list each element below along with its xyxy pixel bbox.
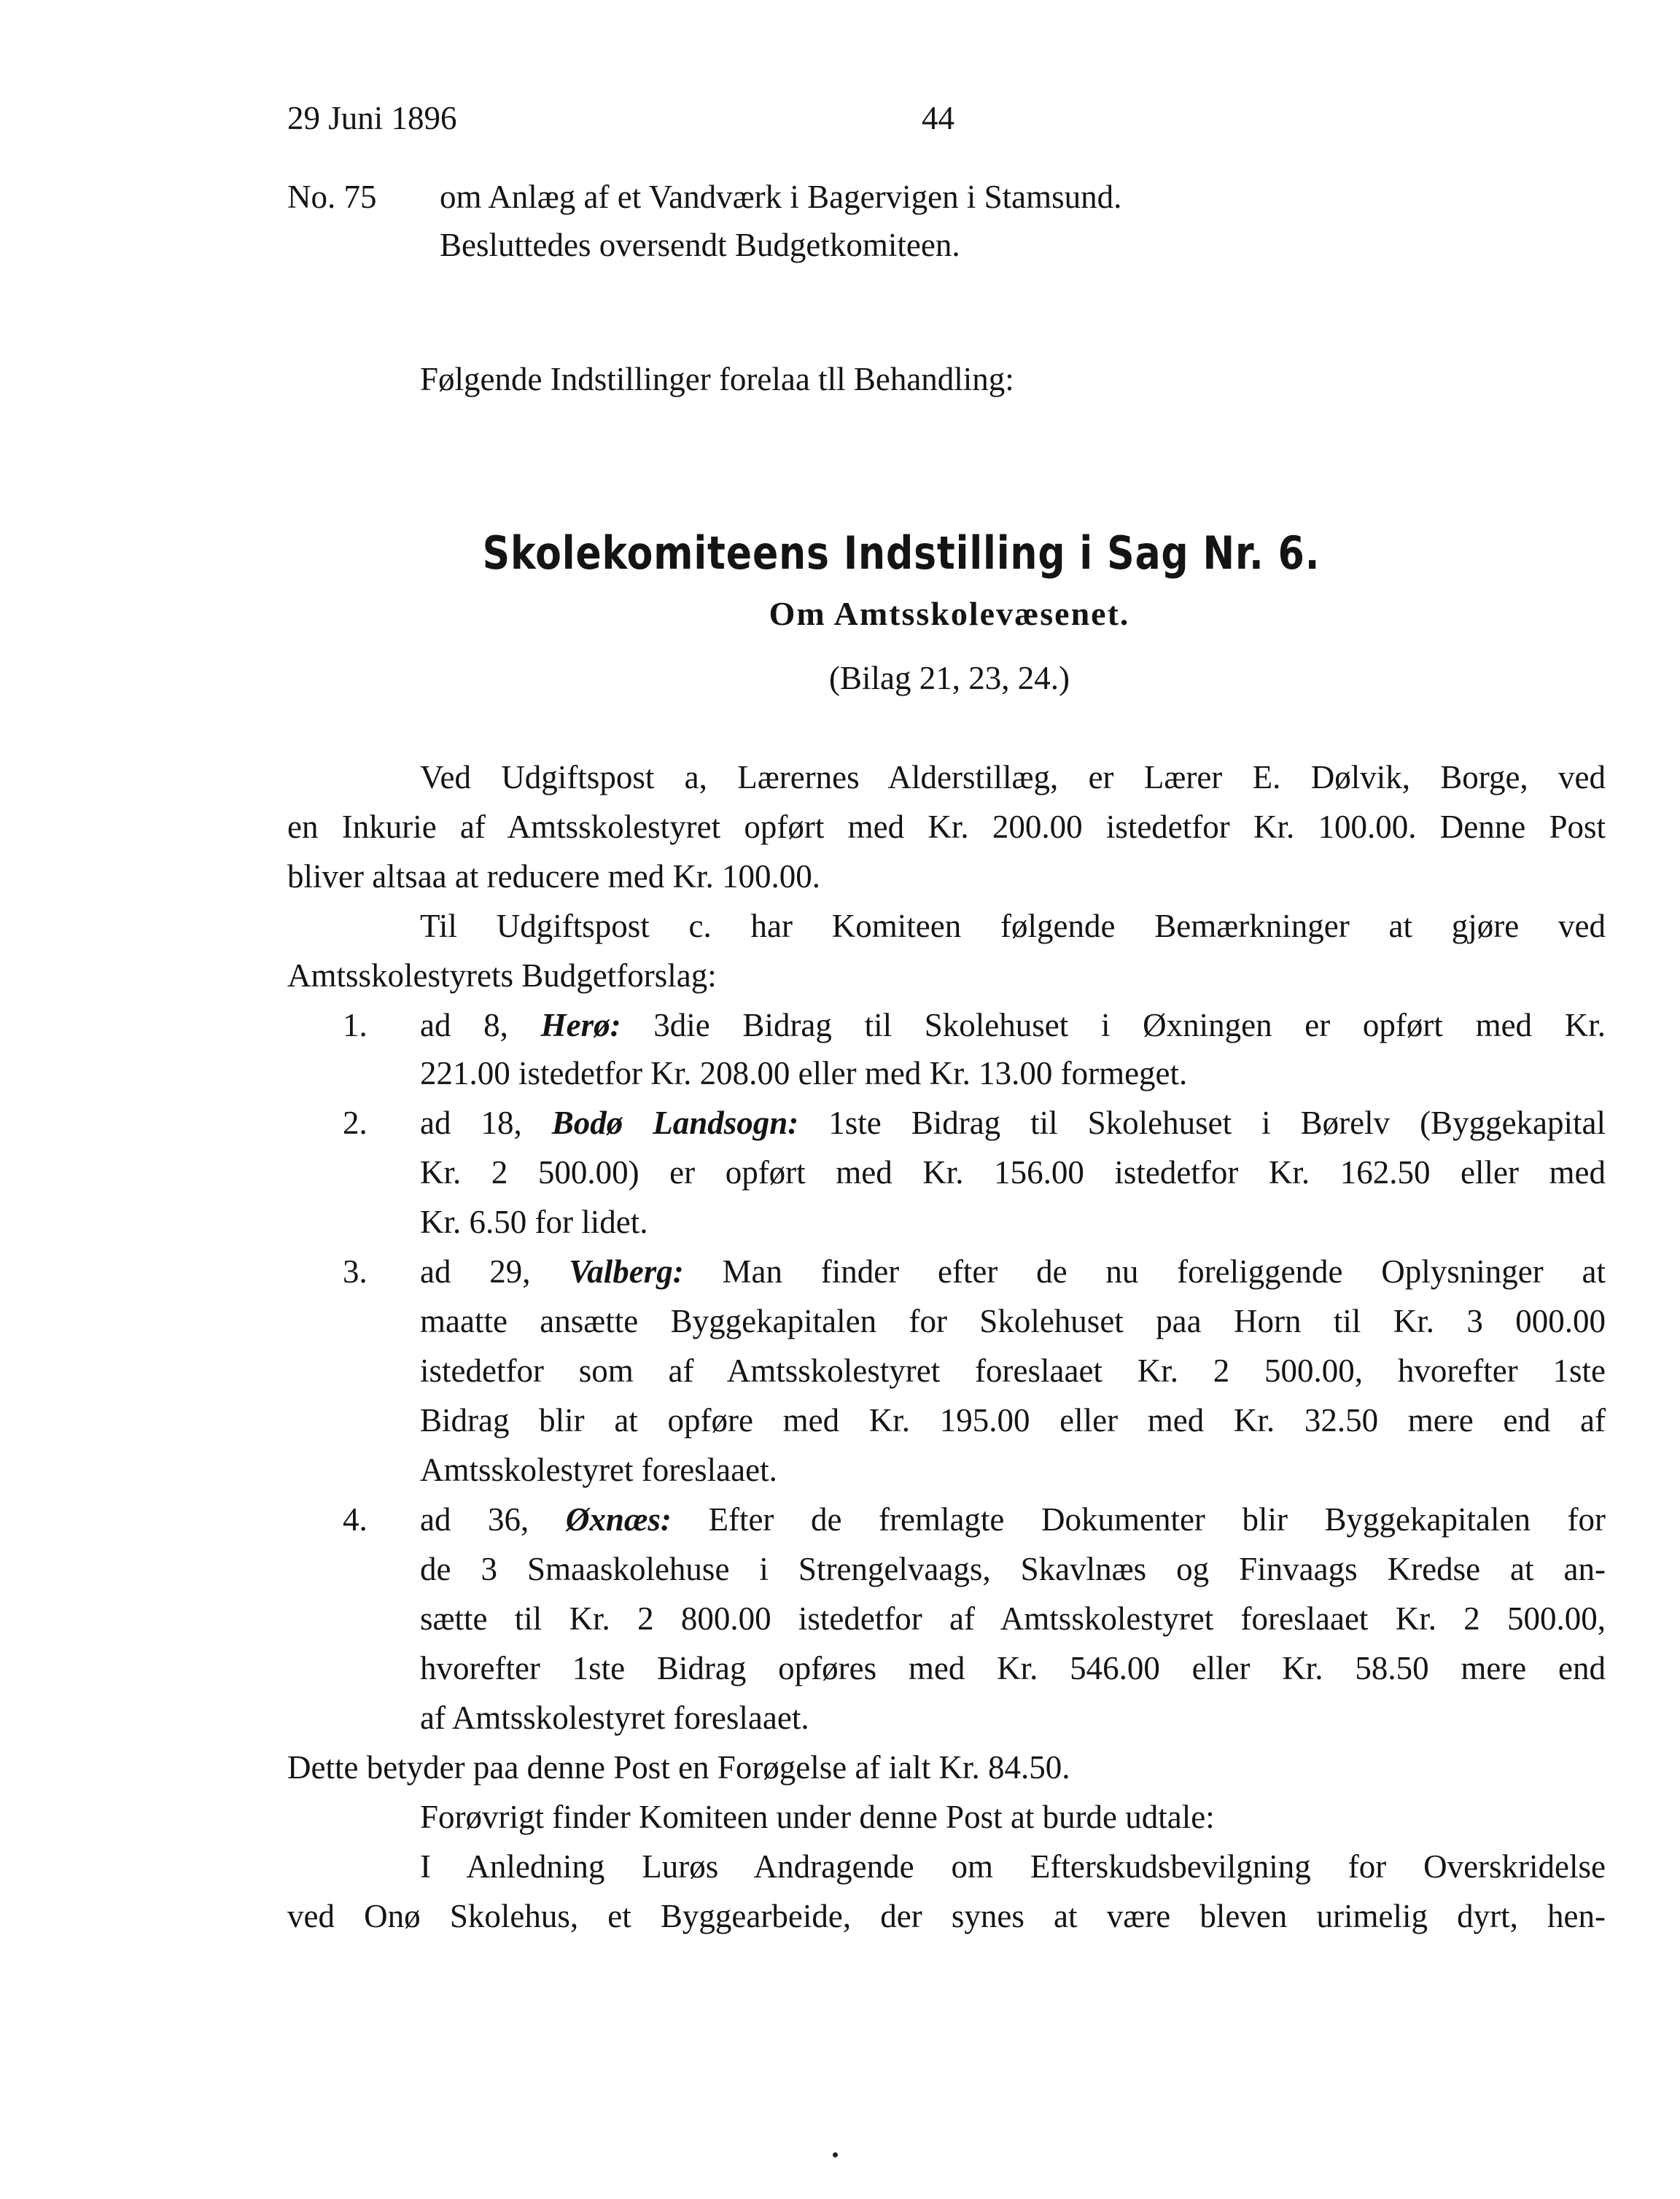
list-item-text: 1ste Bidrag til Skolehuset i Børelv (Byggekapital: [828, 1105, 1606, 1141]
list-item-line: [420, 1006, 1606, 1044]
list-item-lead: ad 36,: [420, 1501, 566, 1538]
list-number: 3.: [343, 1253, 368, 1290]
intro-text: Følgende Indstillinger forelaa tll Behandling:: [420, 361, 1014, 397]
section-subtitle: Om Amtsskolevæsenet.: [769, 595, 1130, 632]
list-item-lead: ad 18,: [420, 1105, 552, 1141]
list-item-line: Amtsskolestyret foreslaaet.: [420, 1452, 777, 1488]
place-name: Valberg:: [569, 1253, 684, 1290]
place-name: Øxnæs:: [565, 1501, 672, 1538]
list-item-line: sætte til Kr. 2 800.00 istedetfor af Amtsskolestyret foreslaaet Kr. 2 500.00,: [420, 1600, 1606, 1637]
section-title: Skolekomiteens Indstilling i Sag Nr. 6.: [482, 526, 1321, 580]
paragraph-line: bliver altsaa at reducere med Kr. 100.00.: [287, 858, 820, 895]
list-item-line: [420, 1501, 1606, 1538]
list-number: 2.: [343, 1105, 368, 1141]
list-item-line: af Amtsskolestyret foreslaaet.: [420, 1700, 809, 1736]
summary-text: Dette betyder paa denne Post en Forøgelse af ialt Kr. 84.50.: [287, 1749, 1070, 1786]
list-item-lead: ad 8,: [420, 1007, 541, 1043]
paragraph-line: Amtsskolestyrets Budgetforslag:: [287, 957, 717, 994]
list-item-text: Man finder efter de nu foreliggende Oplysninger at: [722, 1253, 1606, 1290]
list-item-line: 221.00 istedetfor Kr. 208.00 eller med Kr. 13.00 formeget.: [420, 1055, 1188, 1091]
list-item-line: istedetfor som af Amtsskolestyret foreslaaet Kr. 2 500.00, hvorefter 1ste: [420, 1353, 1606, 1389]
paragraph-line: I Anledning Lurøs Andragende om Efterskudsbevilgning for Overskridelse: [420, 1848, 1606, 1885]
list-item-text: Efter de fremlagte Dokumenter blir Byggekapitalen for: [708, 1501, 1606, 1538]
list-item-line: de 3 Smaaskolehuse i Strengelvaags, Skavlnæs og Finvaags Kredse at an-: [420, 1551, 1606, 1587]
list-number: 4.: [343, 1501, 368, 1538]
paragraph-line: Forøvrigt finder Komiteen under denne Post at burde udtale:: [420, 1799, 1215, 1835]
list-item-line: [420, 1104, 1606, 1142]
place-name: Bodø Landsogn:: [551, 1105, 799, 1141]
list-number: 1.: [343, 1007, 368, 1043]
page-date: 29 Juni 1896: [287, 100, 457, 136]
section-reference: (Bilag 21, 23, 24.): [829, 660, 1070, 696]
page-number: 44: [922, 100, 954, 136]
place-name: Herø:: [540, 1007, 621, 1043]
item-text-line: Besluttedes oversendt Budgetkomiteen.: [440, 227, 960, 263]
print-mark: [833, 2152, 838, 2157]
paragraph-line: Til Udgiftspost c. har Komiteen følgende Bemærkninger at gjøre ved: [420, 908, 1606, 944]
paragraph-line: ved Onø Skolehus, et Byggearbeide, der synes at være bleven urimelig dyrt, hen-: [287, 1898, 1606, 1934]
list-item-line: maatte ansætte Byggekapitalen for Skolehuset paa Horn til Kr. 3 000.00: [420, 1303, 1606, 1339]
list-item-line: Kr. 2 500.00) er opført med Kr. 156.00 istedetfor Kr. 162.50 eller med: [420, 1154, 1606, 1191]
list-item-line: Bidrag blir at opføre med Kr. 195.00 eller med Kr. 32.50 mere end af: [420, 1402, 1606, 1439]
item-text-line: om Anlæg af et Vandværk i Bagervigen i Stamsund.: [440, 179, 1122, 215]
item-number: No. 75: [287, 179, 377, 215]
list-item-line: hvorefter 1ste Bidrag opføres med Kr. 546.00 eller Kr. 58.50 mere end: [420, 1650, 1606, 1686]
list-item-text: 3die Bidrag til Skolehuset i Øxningen er opført med Kr.: [653, 1007, 1606, 1043]
paragraph-line: Ved Udgiftspost a, Lærernes Alderstillæg, er Lærer E. Dølvik, Borge, ved: [420, 759, 1606, 795]
list-item-line: Kr. 6.50 for lidet.: [420, 1204, 648, 1240]
paragraph-line: en Inkurie af Amtsskolestyret opført med Kr. 200.00 istedetfor Kr. 100.00. Denne Post: [287, 809, 1606, 845]
list-item-line: [420, 1253, 1606, 1291]
list-item-lead: ad 29,: [420, 1253, 569, 1290]
